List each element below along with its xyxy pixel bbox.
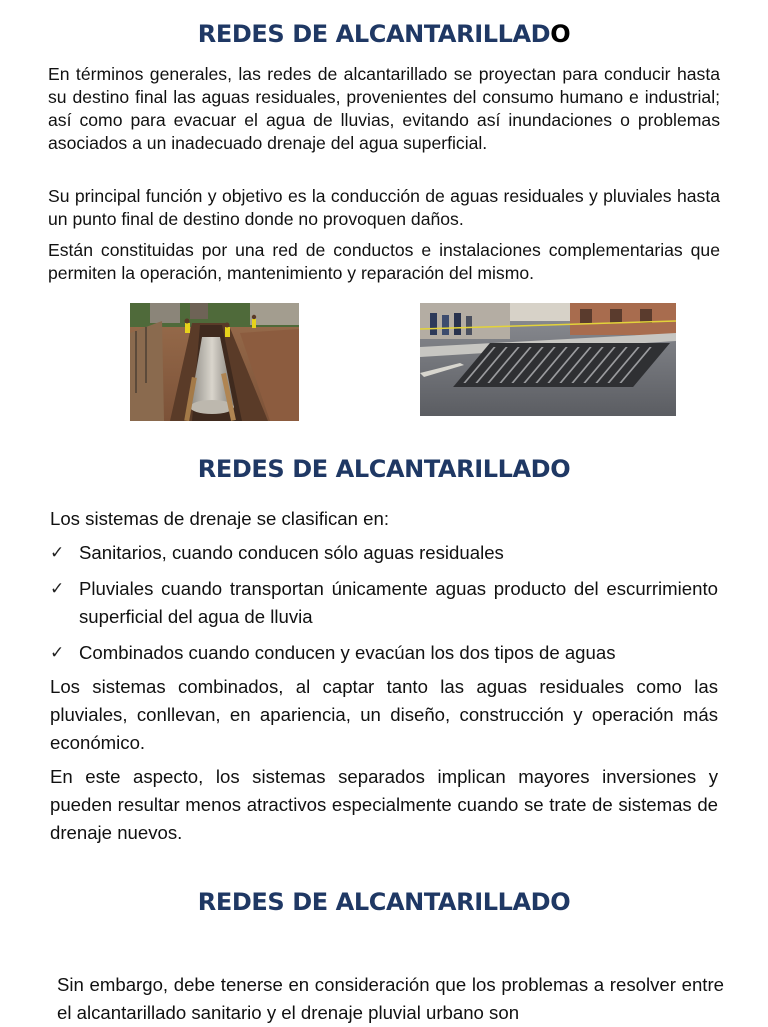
section2-paragraph-1: Los sistemas combinados, al captar tanto las aguas residuales como las pluviales, conllevan, en apariencia, un diseño, construcción y operación más económico. xyxy=(50,676,718,753)
street-storm-drain-photo xyxy=(420,303,676,416)
section1-paragraph-2: Su principal función y objetivo es la conducción de aguas residuales y pluviales hasta un punto final de destino donde no provoquen daños. xyxy=(48,186,720,229)
drainage-types-list xyxy=(50,539,718,667)
section3-title: REDES DE ALCANTARILLADO xyxy=(197,888,571,916)
section3-paragraph: Sin embargo, debe tenerse en consideración que los problemas a resolver entre el alcantarillado sanitario y el drenaje pluvial urbano son xyxy=(57,974,724,1023)
checkmark-icon: ✓ xyxy=(50,643,65,662)
section2-paragraph-2: En este aspecto, los sistemas separados implican mayores inversiones y pueden resultar menos atractivos especialmente cuando se trate de sistemas de drenaje nuevos. xyxy=(50,766,718,843)
section1-title-main: REDES DE ALCANTARILLAD xyxy=(197,20,551,48)
list-item-text: Pluviales cuando transportan únicamente aguas producto del escurrimiento superficial del agua de lluvia xyxy=(79,578,718,627)
section1-paragraph-1: En términos generales, las redes de alcantarillado se proyectan para conducir hasta su destino final las aguas residuales, provenientes del consumo humano e industrial; así como para evacuar el agua de lluvias, evitando así inundaciones o problemas asociados a un inadecuado drenaje del agua superficial. xyxy=(48,64,720,153)
checkmark-icon: ✓ xyxy=(50,579,65,598)
section1-paragraph-3: Están constituidas por una red de conductos e instalaciones complementarias que permiten la operación, mantenimiento y reparación del mismo. xyxy=(48,240,720,283)
section1-title xyxy=(0,20,768,48)
list-item-text: Sanitarios, cuando conducen sólo aguas residuales xyxy=(79,542,504,563)
section1-title-last-letter: O xyxy=(550,20,571,48)
section2-intro: Los sistemas de drenaje se clasifican en: xyxy=(50,508,389,529)
sewer-trench-construction-photo xyxy=(130,303,299,421)
section2-title: REDES DE ALCANTARILLADO xyxy=(197,455,571,483)
list-item xyxy=(50,639,718,667)
list-item xyxy=(50,575,718,631)
list-item xyxy=(50,539,718,567)
checkmark-icon: ✓ xyxy=(50,543,65,562)
list-item-text: Combinados cuando conducen y evacúan los dos tipos de aguas xyxy=(79,642,616,663)
